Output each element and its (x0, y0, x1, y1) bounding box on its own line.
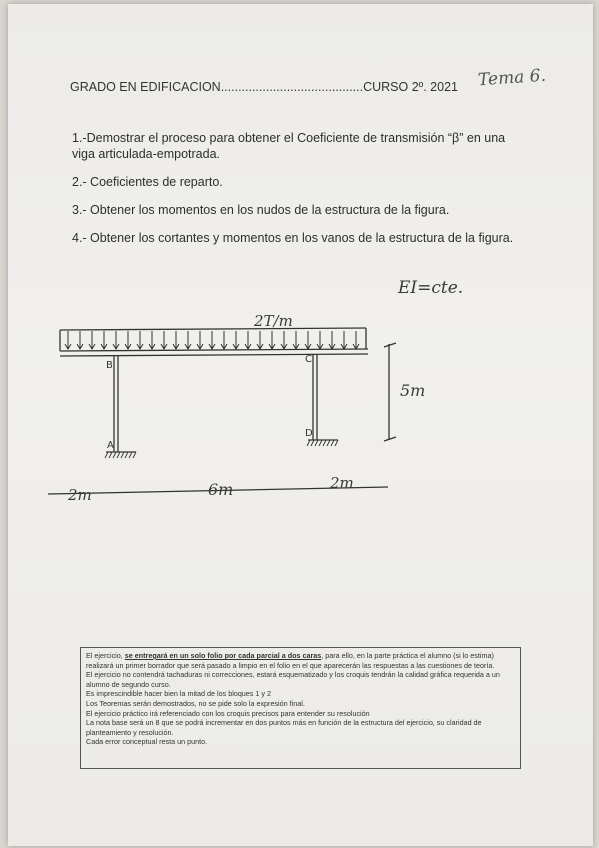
ei-note: EI=cte. (398, 278, 464, 298)
beam-bottom-line (60, 354, 368, 356)
hatch-line (335, 440, 338, 446)
hatch-line (105, 452, 108, 458)
hatch-line (117, 452, 120, 458)
height-label: 5m (400, 381, 426, 400)
hatch-line (315, 440, 318, 446)
node-b-label: B (106, 360, 113, 371)
hatch-line (121, 452, 124, 458)
node-c-label: C (305, 354, 312, 365)
hatch-line (323, 440, 326, 446)
note-2: El ejercicio no contendrá tachaduras ni correcciones, estará esquematizado y los croquis tendrán la calidad gráfica requerida a un alumno de segundo curso. (86, 670, 500, 689)
hatch-line (109, 452, 112, 458)
hatch-line (129, 452, 132, 458)
hatch-line (113, 452, 116, 458)
span-label: 6m (208, 480, 234, 499)
note-4: Los Teoremas serán demostrados, no se pide solo la expresión final. (86, 698, 305, 708)
note-3: Es imprescindible hacer bien la mitad de los bloques 1 y 2 (86, 689, 271, 699)
note-6: La nota base será un 8 que se podrá incrementar en dos puntos más en función de la estructura del ejercicio, su claridad de planteamiento y resolución. (86, 718, 482, 737)
note-1: El ejercicio, se entregará en un solo folio por cada parcial a dos caras, para ello, en la parte práctica el alumno (si lo estima) realizará un primer borrador que será pasado a limpio en el folio en el que aparecerán las respuestas a las cuestiones de teoría. (86, 651, 495, 670)
note-5: El ejercicio práctico irá referenciado con los croquis precisos para entender su resolución (86, 708, 370, 718)
instructions-box (80, 647, 521, 769)
overhang-left-label: 2m (68, 486, 92, 504)
note-7: Cada error conceptual resta un punto. (86, 737, 208, 747)
exam-sheet (8, 4, 593, 846)
hatch-line (327, 440, 330, 446)
hatch-line (133, 452, 136, 458)
load-label: 2T/m (254, 312, 293, 330)
overhang-right-label: 2m (330, 474, 354, 492)
hatch-line (319, 440, 322, 446)
hatch-line (307, 440, 310, 446)
hatch-line (331, 440, 334, 446)
support-hatching (105, 440, 338, 458)
question-1: 1.-Demostrar el proceso para obtener el Coeficiente de transmisión “β” en una viga articulada-empotrada. (72, 131, 506, 161)
hatch-line (311, 440, 314, 446)
tema-handwritten: Tema 6. (477, 65, 547, 91)
question-4: 4.- Obtener los cortantes y momentos en los vanos de la estructura de la figura. (72, 231, 514, 245)
question-2: 2.- Coeficientes de reparto. (72, 175, 223, 189)
beam-top-line (60, 349, 368, 351)
load-arrows (65, 331, 359, 349)
hatch-line (125, 452, 128, 458)
question-3: 3.- Obtener los momentos en los nudos de la estructura de la figura. (72, 203, 450, 217)
load-line (60, 328, 366, 330)
node-a-label: A (107, 440, 114, 451)
node-d-label: D (305, 428, 313, 439)
course-header: GRADO EN EDIFICACION.........................................CURSO 2º. 2021 (70, 80, 458, 94)
